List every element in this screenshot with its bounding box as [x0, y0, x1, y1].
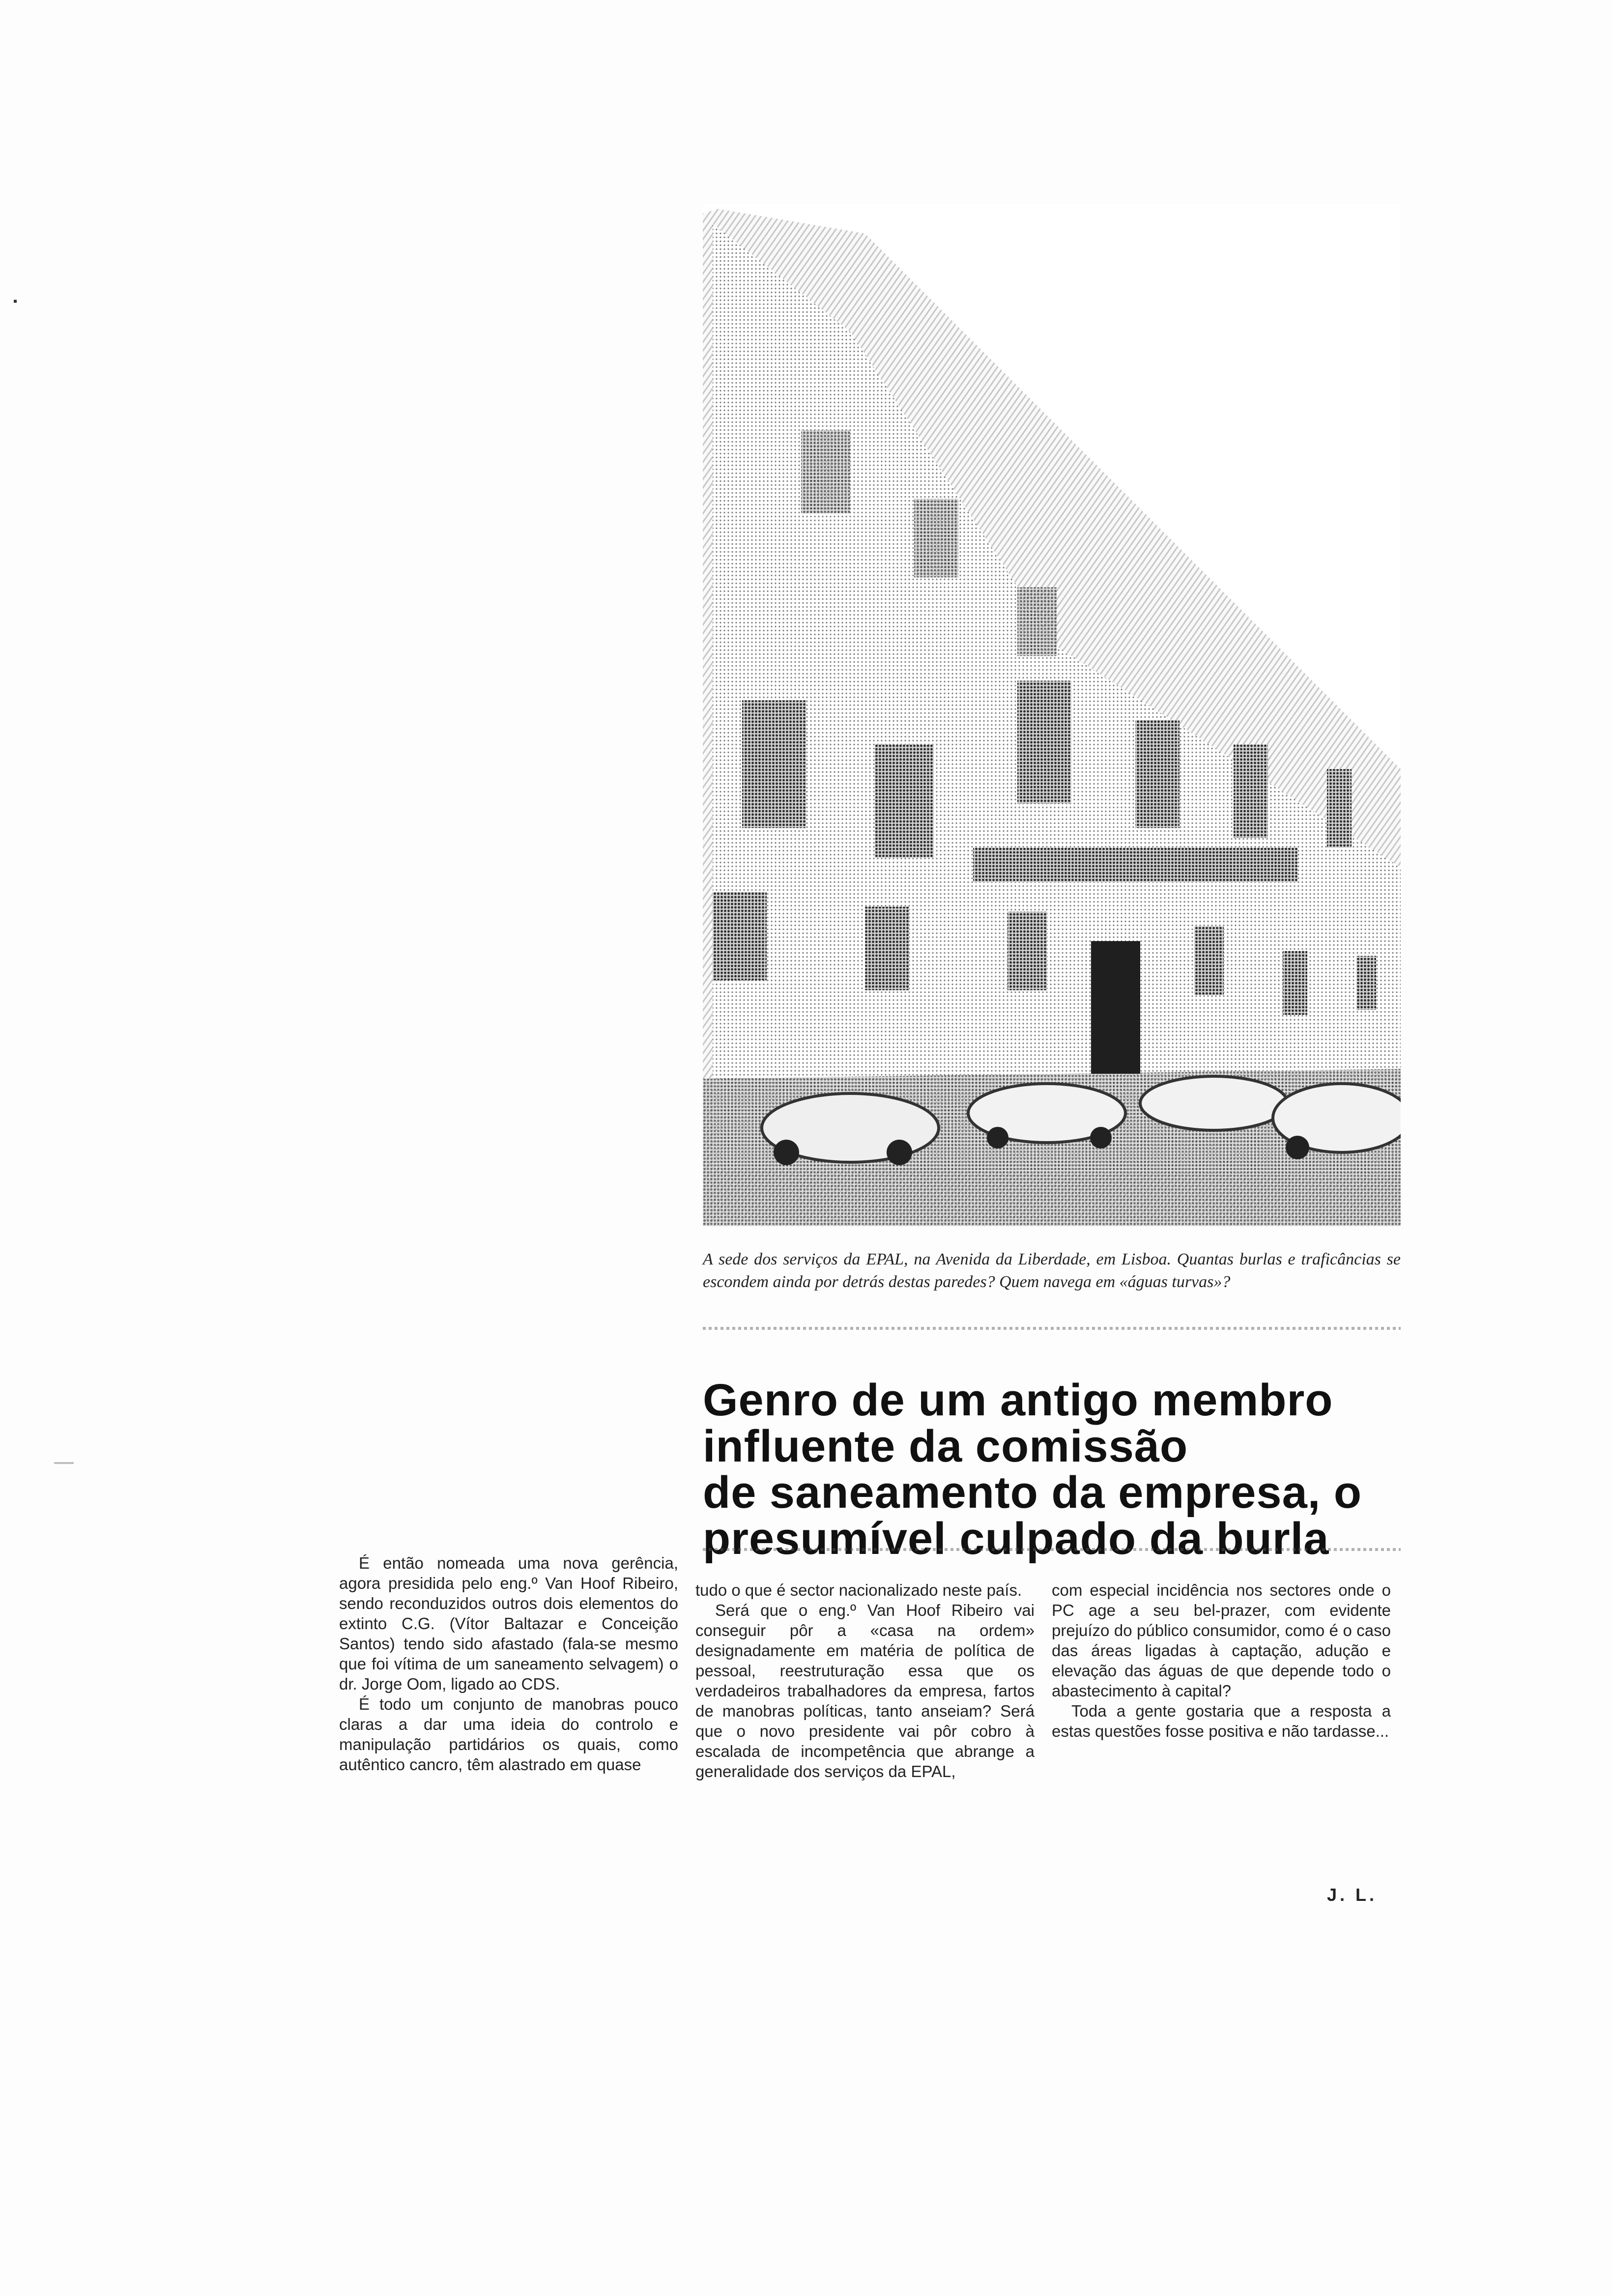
article-column-right	[1052, 1580, 1391, 1741]
photo-caption: A sede dos serviços da EPAL, na Avenida da Liberdade, em Lisboa. Quantas burlas e traficâncias se escondem ainda por detrás destas paredes? Quem navega em «águas turvas»?	[703, 1250, 1401, 1291]
headline-line: de saneamento da empresa, o	[703, 1467, 1362, 1518]
paragraph: Toda a gente gostaria que a resposta a estas questões fosse positiva e não tardasse...	[1052, 1702, 1391, 1740]
article-headline	[703, 1377, 1410, 1562]
scan-speck	[14, 300, 17, 303]
article-column-middle	[695, 1580, 1035, 1781]
headline-line: Genro de um antigo membro	[703, 1375, 1333, 1425]
headline-line: presumível culpado da burla	[703, 1513, 1329, 1564]
building-photo-icon	[703, 204, 1401, 1226]
paragraph: Será que o eng.º Van Hoof Ribeiro vai conseguir pôr a «casa na ordem» designadamente em matéria de política de pessoal, reestruturação essa que os verdadeiros trabalhadores da empresa, fartos de manobras políticas, tanto anseiam? Será que o novo presidente vai pôr cobro à escalada de incompetência que abrange a generalidade dos serviços da EPAL,	[695, 1601, 1035, 1780]
building-photo	[703, 204, 1401, 1226]
paragraph: É todo um conjunto de manobras pouco claras a dar uma ideia do controlo e manipulação partidários os quais, como autêntico cancro, têm alastrado em quase	[339, 1695, 678, 1774]
scan-speck	[54, 1462, 74, 1464]
article-column-left	[339, 1553, 678, 1775]
caption-divider	[703, 1327, 1401, 1330]
author-signature: J. L.	[1327, 1885, 1378, 1905]
paragraph: com especial incidência nos sectores onde o PC age a seu bel-prazer, com evidente prejuízo do público consumidor, como é o caso das áreas ligadas à captação, adução e elevação das águas de que depende todo o abastecimento à capital?	[1052, 1581, 1391, 1700]
paragraph: tudo o que é sector nacionalizado neste país.	[695, 1581, 1022, 1599]
headline-divider	[703, 1548, 1401, 1551]
headline-line: influente da comissão	[703, 1421, 1188, 1471]
paragraph: É então nomeada uma nova gerência, agora presidida pelo eng.º Van Hoof Ribeiro, sendo reconduzidos outros dois elementos do extinto C.G. (Vítor Baltazar e Conceição Santos) tendo sido afastado (fala-se mesmo que foi vítima de um saneamento selvagem) o dr. Jorge Oom, ligado ao CDS.	[339, 1554, 678, 1693]
